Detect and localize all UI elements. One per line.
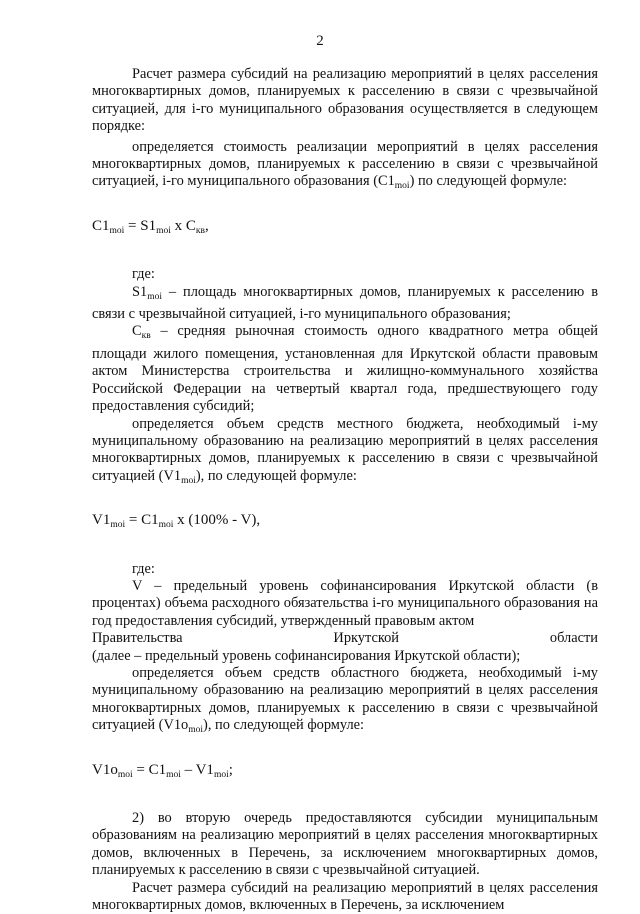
paragraph-intro: Расчет размера субсидий на реализацию мероприятий в целях расселения многоквартирных домов, планируемых к расселению в связи с чрезвычайной ситуацией, для i-го муниципального образования осуществляется в следующем порядке: xyxy=(92,66,598,135)
paragraph-regional-budget: определяется объем средств областного бюджета, необходимый i-му муниципальному образованию на реализацию мероприятий в целях расселения многоквартирных домов, планируемых к расселению в связи с чрезвычайной ситуацией $(V1o_{moi})$, по следующей формуле: xyxy=(92,664,598,736)
formula-local-budget: $V1_{moi} = C1_{moi}$ x (100% - V), xyxy=(92,512,261,531)
page-number: 2 xyxy=(316,33,324,49)
paragraph-cost: определяется стоимость реализации мероприятий в целях расселения многоквартирных домов, планируемых к расселению в связи с чрезвычайной ситуацией, i-го муниципального образования $(C1_{moi})$ по следующей формуле: xyxy=(92,138,598,192)
paragraph-local-budget: определяется объем средств местного бюджета, необходимый i-му муниципальному образованию на реализацию мероприятий в целях расселения многоквартирных домов, планируемых к расселению в связи с чрезвычайной ситуацией $(V1_{moi})$, по следующей формуле: xyxy=(92,415,598,486)
definition-cofinancing-tail: (далее – предельный уровень софинансирования Иркутской области); xyxy=(92,647,521,664)
where-label: где: xyxy=(132,560,155,577)
paragraph-second-priority: 2) во вторую очередь предоставляются субсидии муниципальным образованиям на реализацию мероприятий в целях расселения многоквартирных домов, включенных в Перечень, за исключением многоквартирных домов, планируемых к расселению в связи с чрезвычайной ситуацией. xyxy=(92,810,598,879)
definition-area: $S1_{moi}$ – площадь многоквартирных домов, планируемых к расселению в связи с чрезвычайной ситуацией, i-го муниципального образования; xyxy=(92,283,598,323)
where-label: где: xyxy=(132,266,155,283)
document-body xyxy=(92,66,598,914)
formula-cost: $C1_{moi} = S1_{moi}$ x $C_{кв}$, xyxy=(92,217,209,236)
formula-regional-budget: $V1o_{moi} = C1_{moi} - V1_{moi}$; xyxy=(92,761,233,780)
definition-cofinancing-line: Правительства Иркутской области xyxy=(92,630,598,647)
paragraph-calculation-next: Расчет размера субсидий на реализацию мероприятий в целях расселения многоквартирных домов, включенных в Перечень, за исключением xyxy=(92,879,598,914)
definition-cofinancing: V – предельный уровень софинансирования Иркутской области (в процентах) объема расходного обязательства i-го муниципального образования на год предоставления субсидий, утвержденный правовым актом xyxy=(92,577,598,629)
definition-price: $C_{кв}$ – средняя рыночная стоимость одного квадратного метра общей площади жилого помещения, установленная для Иркутской области правовым актом Министерства строительства и жилищно-коммунального хозяйства Российской Федерации на четвертый квартал года, предшествующего году предоставления субсидий; xyxy=(92,323,598,415)
